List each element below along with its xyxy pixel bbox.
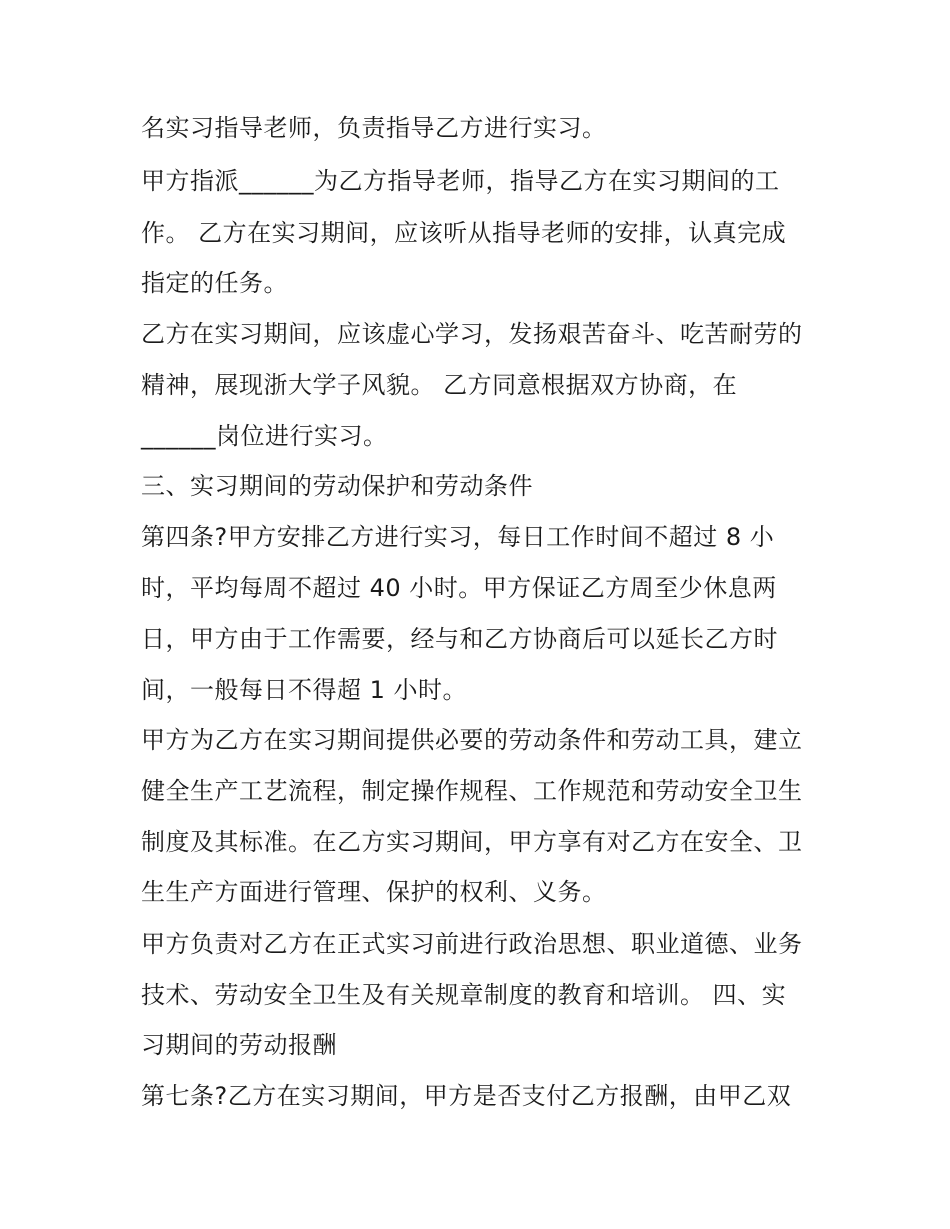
text-line: ______岗位进行实习。: [141, 422, 388, 450]
text-line: 制度及其标准。在乙方实习期间，甲方享有对乙方在安全、卫: [141, 828, 803, 856]
text-line: 间，一般每日不得超 1 小时。: [141, 676, 468, 704]
text-line: 生生产方面进行管理、保护的权利、义务。: [141, 878, 607, 906]
section-heading: 三、实习期间的劳动保护和劳动条件: [141, 472, 533, 500]
text-line: 甲方为乙方在实习期间提供必要的劳动条件和劳动工具，建立: [141, 726, 803, 754]
text-line: 技术、劳动安全卫生及有关规章制度的教育和培训。 四、实: [141, 981, 787, 1009]
text-line: 第四条?甲方安排乙方进行实习，每日工作时间不超过 8 小: [141, 523, 775, 551]
text-line: 乙方在实习期间，应该虚心学习，发扬艰苦奋斗、吃苦耐劳的: [141, 320, 803, 348]
text-line: 日，甲方由于工作需要，经与和乙方协商后可以延长乙方时: [141, 625, 778, 653]
text-line: 甲方指派______为乙方指导老师，指导乙方在实习期间的工: [141, 167, 780, 195]
text-line: 健全生产工艺流程，制定操作规程、工作规范和劳动安全卫生: [141, 777, 803, 805]
text-line: 第七条?乙方在实习期间，甲方是否支付乙方报酬，由甲乙双: [141, 1082, 792, 1110]
text-line: 作。 乙方在实习期间，应该听从指导老师的安排，认真完成: [141, 219, 787, 247]
text-line: 时，平均每周不超过 40 小时。甲方保证乙方周至少休息两: [141, 574, 777, 602]
text-line: 指定的任务。: [141, 269, 288, 297]
text-line: 习期间的劳动报酬: [141, 1031, 337, 1059]
text-line: 精神，展现浙大学子风貌。 乙方同意根据双方协商，在: [141, 371, 738, 399]
text-line: 甲方负责对乙方在正式实习前进行政治思想、职业道德、业务: [141, 930, 803, 958]
text-line: 名实习指导老师，负责指导乙方进行实习。: [141, 114, 607, 142]
